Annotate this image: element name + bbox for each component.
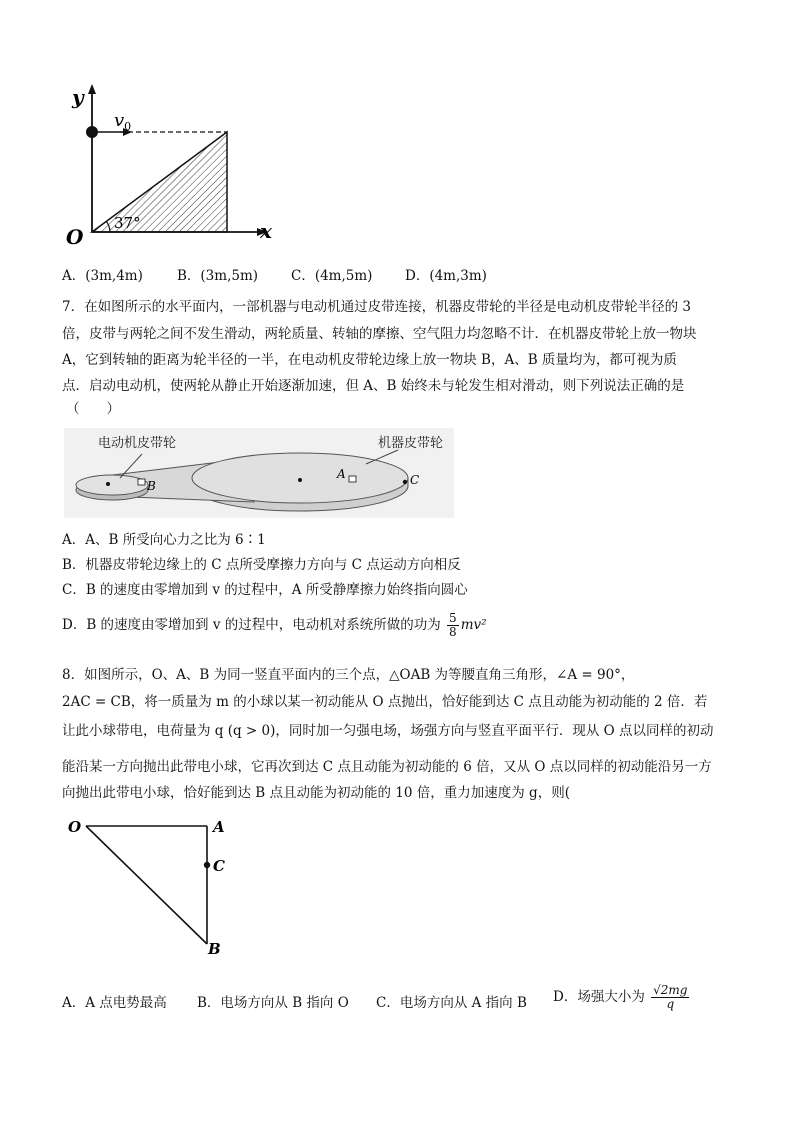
label-a: A [213, 818, 225, 836]
q7-line-5: （ ） [66, 401, 120, 417]
belt-pulley-figure [64, 428, 454, 518]
q7-option-a: A．A、B 所受向心力之比为 6∶1 [62, 532, 266, 548]
q6-option-d: D．(4m,3m) [405, 268, 487, 284]
angle-label: 37° [114, 214, 141, 232]
q7-option-d-text: D．B 的速度由零增加到 v 的过程中，电动机对系统所做的功为 [62, 617, 441, 633]
q6-option-c: C．(4m,5m) [291, 268, 373, 284]
motor-center [106, 482, 110, 486]
v0-label: $v_0$ [114, 110, 132, 133]
q8-line-4: 能沿某一方向抛出此带电小球，它再次到达 C 点且动能为初动能的 6 倍，又从 O 点以同样的初动能沿另一方 [62, 759, 712, 775]
point-c-dot [403, 480, 407, 484]
q8-line-5: 向抛出此带电小球，恰好能到达 B 点且动能为初动能的 10 倍，重力加速度为 g，则( [62, 785, 570, 801]
q6-option-b: B．(3m,5m) [177, 268, 259, 284]
q7-option-d-fraction: $\frac{5}{8}$ [449, 611, 457, 639]
triangle-figure [62, 814, 242, 960]
q7-line-3: A，它到转轴的距离为轮半径的一半，在电动机皮带轮边缘上放一物块 B，A、B 质量均为，都可视为质 [62, 352, 677, 368]
label-o: O [68, 818, 82, 836]
q7-option-b: B．机器皮带轮边缘上的 C 点所受摩擦力方向与 C 点运动方向相反 [62, 557, 461, 573]
q8-option-d [553, 984, 691, 1011]
q7-line-1: 7．在如图所示的水平面内，一部机器与电动机通过皮带连接，机器皮带轮的半径是电动机皮带轮半径的 3 [62, 299, 691, 315]
q8-line-3: 让此小球带电，电荷量为 q (q > 0)，同时加一匀强电场，场强方向与竖直平面平行．现从 O 点以同样的初动 [62, 723, 714, 739]
q8-option-a: A．A 点电势最高 [62, 995, 167, 1011]
machine-center [298, 478, 302, 482]
y-axis-label: y [72, 85, 84, 109]
point-c-dot [204, 862, 210, 868]
q8-option-c: C．电场方向从 A 指向 B [376, 995, 527, 1011]
motor-pulley-label: 电动机皮带轮 [98, 436, 177, 451]
motor-pulley [76, 475, 148, 495]
origin-label: O [66, 225, 84, 249]
q8-line-1: 8．如图所示，O、A、B 为同一竖直平面内的三个点，△OAB 为等腰直角三角形，∠A = 90°， [62, 667, 635, 683]
q7-line-2: 倍，皮带与两轮之间不发生滑动，两轮质量、转轴的摩擦、空气阻力均忽略不计．在机器皮带轮上放一物块 [62, 326, 697, 342]
q8-line-2: 2AC = CB，将一质量为 m 的小球以某一初动能从 O 点抛出，恰好能到达 C 点且动能为初动能的 2 倍．若 [62, 694, 708, 710]
label-b: B [208, 940, 221, 958]
machine-pulley-label: 机器皮带轮 [378, 436, 444, 451]
label-a: A [337, 467, 346, 481]
block-b [138, 479, 145, 485]
q8-option-b: B．电场方向从 B 指向 O [197, 995, 349, 1011]
incline-hatched [92, 132, 227, 232]
y-axis-arrow [88, 84, 96, 94]
q7-option-c: C．B 的速度由零增加到 v 的过程中，A 所受静摩擦力始终指向圆心 [62, 582, 468, 598]
label-c: C [213, 857, 225, 875]
q7-line-4: 点．启动电动机，使两轮从静止开始逐渐加速，但 A、B 始终未与轮发生相对滑动，则下列说法正确的是 [62, 378, 685, 394]
q7-option-d [62, 612, 487, 639]
label-c: C [410, 473, 420, 487]
x-axis-label: x [260, 219, 272, 243]
q6-option-a: A．(3m,4m) [62, 268, 143, 284]
ball [86, 126, 98, 138]
side-ob [86, 826, 207, 944]
q7-option-d-expr: mv² [460, 617, 487, 633]
block-a [349, 476, 356, 482]
q8-option-d-fraction: $\frac{√2mg}{q}$ [653, 983, 688, 1011]
q8-option-d-text: D．场强大小为 [553, 989, 645, 1005]
projectile-incline-figure [60, 82, 290, 252]
label-b: B [147, 479, 156, 493]
